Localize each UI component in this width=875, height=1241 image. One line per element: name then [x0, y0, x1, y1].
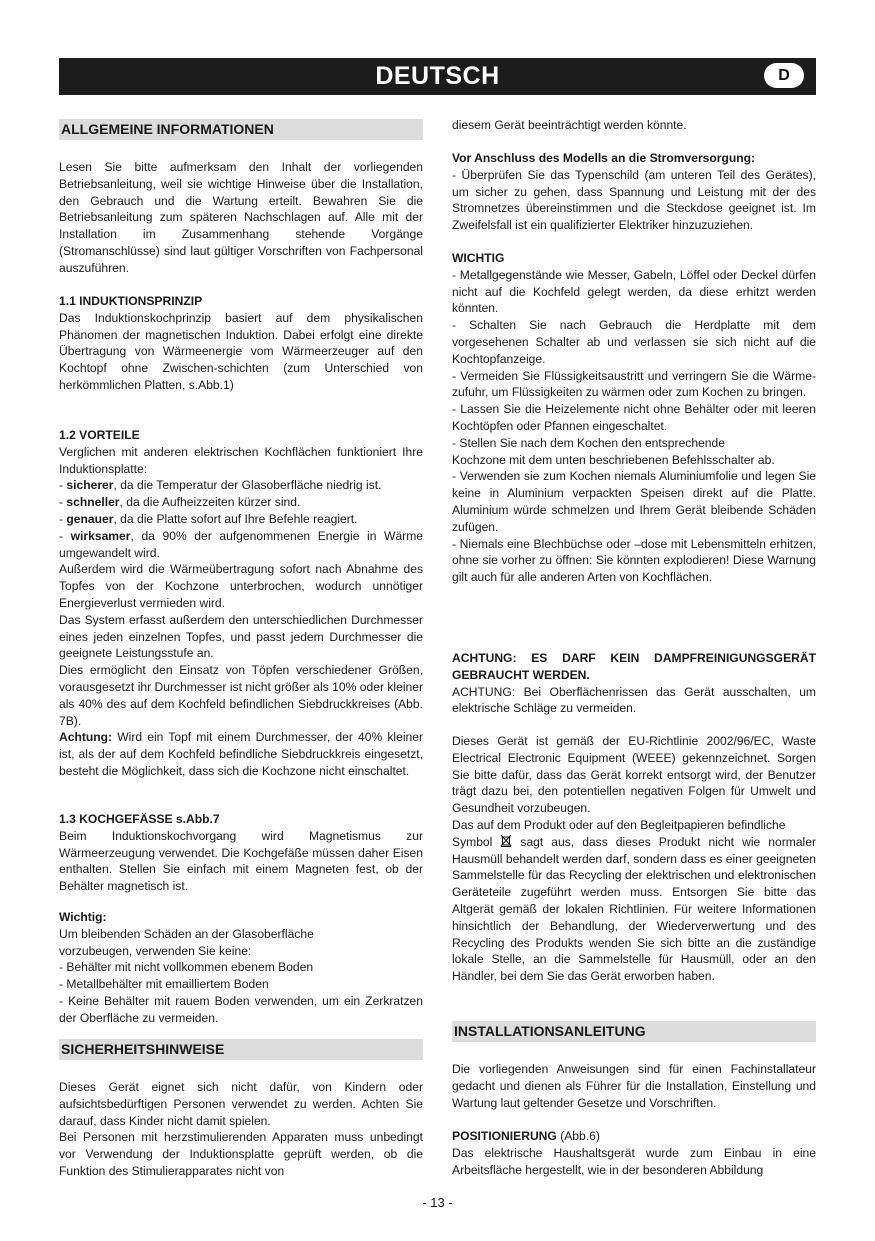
symbol-label: Symbol	[452, 834, 493, 849]
crossed-bin-icon	[500, 834, 512, 847]
advantage-item: - wirksamer, da 90% der aufgenommenen Energie in Wärme umgewandelt wird.	[59, 528, 424, 560]
language-banner	[59, 58, 816, 95]
intro-text: Lesen Sie bitte aufmerksam den Inhalt der vorliegenden Betriebsanleitung, weil sie wichtige Hinweise über die Installation, den Gebrauch und die Wartung erteilt. Bewahren Sie die Betriebsanleitung zum späteren Nachschlagen auf. Alle mit der Installation im Zusammenhang stehende Vorgänge (Stromanschlüsse) sind laut gültiger Vorschriften von Fachpersonal auszuführen.	[59, 160, 423, 275]
steam-warning-block	[452, 650, 816, 717]
section-1-2-title: 1.2 VORTEILE	[59, 428, 140, 442]
weee-paragraph: Das auf dem Produkt oder auf den Begleitpapieren befindliche	[452, 817, 786, 832]
important-item: - Verwenden sie zum Kochen niemals Aluminiumfolie und legen Sie keine in Aluminium verpackten Speisen direkt auf die Platte. Aluminium würde schmelzen und Ihrem Gerät bleibende Schäden zufügen.	[452, 469, 816, 534]
important-title: WICHTIG	[452, 251, 505, 265]
section-1-1-text: Das Induktionskochprinzip basiert auf dem physikalischen Phänomen der magnetischen Induktion. Dabei erfolgt eine direkte Übertragung von Wärmeenergie vom Wärmeerzeuger auf den Kochtopf ohne Zwischen-schichten (zum Unterschied von herkömmlichen Platten, s.Abb.1)	[59, 310, 423, 392]
weee-paragraph	[452, 834, 816, 985]
wichtig-title: Wichtig:	[59, 910, 107, 924]
safety-paragraph: Dieses Gerät eignet sich nicht dafür, von Kindern oder aufsichtsbedürftigen Personen verwendet zu werden. Achten Sie darauf, dass Kinder nicht damit spielen.	[59, 1080, 423, 1128]
important-item: - Schalten Sie nach Gebrauch die Herdplatte mit dem vorgesehenen Schalter ab und verlassen sie sich nicht auf die Kochtopfanzeige.	[452, 318, 816, 366]
installation-intro	[452, 1061, 816, 1111]
connection-title: Vor Anschluss des Modells an die Stromversorgung:	[452, 151, 756, 165]
important-item: - Metallgegenstände wie Messer, Gabeln, Löffel oder Deckel dürfen nicht auf die Kochfeld gelegt werden, da diese erhitzt werden könnten.	[452, 267, 816, 316]
weee-paragraph: Dieses Gerät ist gemäß der EU-Richtlinie 2002/96/EC, Waste Electrical Electronic Equipment (WEEE) gekennzeichnet. Sorgen Sie bitte dafür, dass das Gerät korrekt entsorgt wird, der Benutzer trägt dazu bei, den potentiellen negativen Folgen für Umwelt und Gesundheit vorzubeugen.	[452, 734, 816, 816]
note-label: Achtung:	[59, 730, 113, 745]
section-1-3-text: Beim Induktionskochvorgang wird Magnetismus zur Wärmeerzeugung verwendet. Die Kochgefäße müssen daher Eisen enthalten. Stellen Sie einfach mit einem Magneten fest, ob der Behälter magnetisch ist.	[59, 828, 423, 894]
positioning-text: Das elektrische Haushaltsgerät wurde zum Einbau in eine Arbeitsfläche hergestellt, wie in der besonderen Abbildung	[452, 1145, 816, 1177]
language-badge: D	[764, 63, 804, 88]
continued-line: diesem Gerät beeinträchtigt werden könnte.	[452, 118, 687, 132]
important-item: - Niemals eine Blechbüchse oder –dose mit Lebensmitteln erhitzen, ohne sie vorher zu öffnen: Sie könnten explodieren! Diese Warnung gilt auch für alle anderen Arten von Kochflächen.	[452, 536, 816, 585]
section-1-3-title: 1.3 KOCHGEFÄSSE s.Abb.7	[59, 812, 220, 826]
wichtig-block	[59, 909, 423, 1027]
important-item: - Stellen Sie nach dem Kochen den entsprechende	[452, 435, 725, 450]
advantage-item: - schneller, da die Aufheizzeiten kürzer sind.	[59, 495, 301, 510]
safety-paragraph: Bei Personen mit herzstimulierenden Apparaten muss unbedingt vor Verwendung der Induktionsplatte geprüft werden, ob die Funktion des Stimulierapparates nicht von	[59, 1130, 423, 1178]
weee-block	[452, 733, 816, 985]
continued-text	[452, 117, 816, 134]
important-item: Kochzone mit dem unten beschriebenen Befehlsschalter ab.	[452, 452, 775, 467]
wichtig-line: Um bleibenden Schäden an der Glasoberfläche	[59, 926, 314, 941]
important-block	[452, 250, 816, 586]
section-heading-safety: SICHERHEITSHINWEISE	[59, 1039, 423, 1060]
section-1-2-note	[59, 729, 423, 779]
steam-warning-text: ACHTUNG: Bei Oberflächenrissen das Gerät ausschalten, um elektrische Schläge zu vermeiden.	[452, 684, 816, 716]
wichtig-line: - Metallbehälter mit emailliertem Boden	[59, 977, 269, 992]
section-1-1	[59, 293, 423, 394]
installation-text: Die vorliegenden Anweisungen sind für einen Fachinstallateur gedacht und dienen als Führer für die Installation, Einstellung und Wartung laut geltender Gesetze und Vorschriften.	[452, 1062, 816, 1110]
wichtig-line: - Keine Behälter mit rauem Boden verwenden, um ein Zerkratzen der Oberfläche zu vermeiden.	[59, 993, 423, 1025]
section-1-2-paragraph: Das System erfasst außerdem den unterschiedlichen Durchmesser eines jeden einzelnen Topfes, und passt jedem Durchmesser die geeignete Leistungsstufe an.	[59, 612, 423, 661]
connection-block	[452, 150, 816, 234]
advantage-text: , da die Aufheizzeiten kürzer sind.	[119, 495, 301, 510]
advantage-text: , da 90% der aufgenommenen Energie in Wärme umgewandelt wird.	[59, 528, 424, 560]
page-number: - 13 -	[422, 1195, 453, 1210]
section-heading-installation: INSTALLATIONSANLEITUNG	[452, 1021, 816, 1042]
section-1-2-intro: Verglichen mit anderen elektrischen Kochflächen funktioniert Ihre Induktionsplatte:	[59, 444, 423, 476]
section-1-2-paragraph: Außerdem wird die Wärmeübertragung sofort nach Abnahme des Topfes von der Kochzone unterbrochen, wodurch unnötiger Energieverlust vermieden wird.	[59, 562, 423, 610]
positioning-ref: (Abb.6)	[556, 1129, 600, 1143]
important-item: - Vermeiden Sie Flüssigkeitsaustritt und verringern Sie die Wärme-zufuhr, um Flüssigkeiten zu wärmen oder zum Kochen zu bringen.	[452, 368, 816, 400]
important-item: - Lassen Sie die Heizelemente nicht ohne Behälter oder mit leeren Kochtöpfen oder Pfannen eingeschaltet.	[452, 402, 816, 433]
weee-symbol-text: sagt aus, dass dieses Produkt nicht wie normaler Hausmüll behandelt werden darf, sondern dass es einer geeigneten Sammelstelle für das Recycling der elektrischen und elektronischen Geräteteile zugeführt werden muss. Entsorgen Sie bitte das Altgerät gemäß der lokalen Richtlinien. Für weitere Informationen hinsichtlich der Behandlung, der Wiederverwertung und des Recycling des Produkts wenden Sie sich bitte an die zuständige lokale Stelle, an die Sammelstelle für Hausmüll, oder an den Händler, bei dem Sie das Gerät erworben haben.	[452, 834, 816, 984]
section-1-2	[59, 427, 423, 780]
positioning-heading	[452, 1128, 816, 1145]
advantage-key: schneller	[66, 495, 120, 510]
advantage-text: , da die Platte sofort auf Ihre Befehle reagiert.	[113, 511, 358, 526]
advantage-text: , da die Temperatur der Glasoberfläche niedrig ist.	[113, 478, 382, 493]
positioning-title: POSITIONIERUNG	[452, 1129, 557, 1143]
wichtig-line: - Behälter mit nicht vollkommen ebenem Boden	[59, 960, 314, 975]
intro-paragraph	[59, 159, 423, 277]
advantage-item: - sicherer, da die Temperatur der Glasoberfläche niedrig ist.	[59, 478, 382, 493]
section-heading-general: ALLGEMEINE INFORMATIONEN	[59, 119, 423, 140]
safety-block	[59, 1079, 423, 1180]
steam-warning-title: ACHTUNG: ES DARF KEIN DAMPFREINIGUNGSGERÄT GEBRAUCHT WERDEN.	[452, 651, 816, 682]
section-1-1-title: 1.1 INDUKTIONSPRINZIP	[59, 294, 203, 308]
connection-text: - Überprüfen Sie das Typenschild (am unteren Teil des Gerätes), um sicher zu gehen, dass Spannung und Leistung mit der des Stromnetzes übereinstimmen und die Steckdose geeignet ist. Im Zweifelsfall ist ein qualifizierter Elektriker hinzuzuziehen.	[452, 167, 816, 233]
banner-title: DEUTSCH	[375, 62, 500, 90]
section-1-2-paragraph: Dies ermöglicht den Einsatz von Töpfen verschiedener Größen, vorausgesetzt ihr Durchmesser ist nicht größer als 10% oder kleiner als 40% des auf dem Kochfeld befindlichen Siebdruckkreises (Abb. 7B).	[59, 663, 423, 728]
advantage-key: wirksamer	[70, 528, 131, 543]
advantage-item: - genauer, da die Platte sofort auf Ihre Befehle reagiert.	[59, 511, 358, 526]
wichtig-line: vorzubeugen, verwenden Sie keine:	[59, 943, 252, 958]
positioning-block	[452, 1128, 816, 1178]
section-1-3	[59, 811, 423, 895]
note-text: Wird ein Topf mit einem Durchmesser, der 40% kleiner ist, als der auf dem Kochfeld befindliche Siebdruckkreis eingesetzt, besteht die Möglichkeit, dass sich die Kochzone nicht einschaltet.	[59, 730, 423, 778]
advantage-key: genauer	[66, 511, 114, 526]
advantage-key: sicherer	[66, 478, 114, 493]
